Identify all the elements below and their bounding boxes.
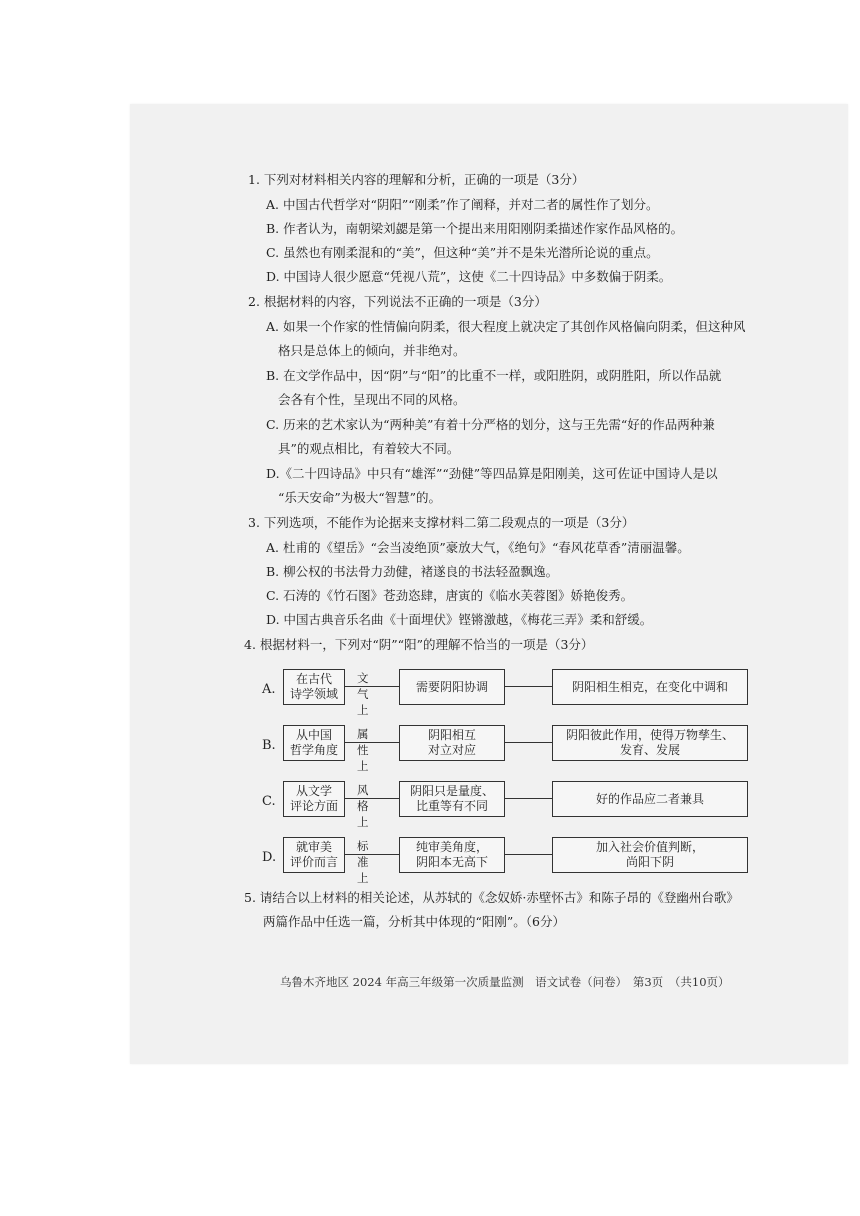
right-box: 阴阳相生相克，在变化中调和: [552, 669, 748, 705]
left-box: 从中国 哲学角度: [283, 725, 345, 761]
question-5-stem-line1: 5. 请结合以上材料的相关论述，从苏轼的《念奴娇·赤壁怀古》和陈子昂的《登幽州台歌》: [244, 890, 739, 905]
q3-option-b: B. 柳公权的书法骨力劲健，褚遂良的书法轻盈飘逸。: [266, 564, 559, 579]
connector-line: [344, 798, 399, 799]
q1-option-b: B. 作者认为，南朝梁刘勰是第一个提出来用阳刚阴柔描述作家作品风格的。: [266, 221, 684, 236]
relation-label: 属性上: [357, 727, 369, 773]
q2-option-c-line2: 具”的观点相比，有着较大不同。: [278, 441, 460, 456]
page-footer: 乌鲁木齐地区 2024 年高三年级第一次质量监测 语文试卷（问卷） 第3页 （共10页）: [280, 975, 730, 989]
connector-line: [504, 798, 552, 799]
q2-option-a-line1: A. 如果一个作家的性情偏向阴柔，很大程度上就决定了其创作风格偏向阴柔，但这种风: [266, 319, 746, 334]
middle-box: 阴阳相互 对立对应: [399, 725, 505, 761]
connector-line: [504, 854, 552, 855]
q2-option-b-line1: B. 在文学作品中，因“阴”与“阳”的比重不一样，或阳胜阴，或阴胜阳，所以作品就: [266, 368, 722, 383]
middle-box: 纯审美角度， 阴阳本无高下: [399, 837, 505, 873]
connector-line: [344, 742, 399, 743]
connector-line: [504, 742, 552, 743]
question-2-stem: 2. 根据材料的内容，下列说法不正确的一项是（3分）: [248, 294, 547, 309]
question-4-stem: 4. 根据材料一，下列对“阴”“阳”的理解不恰当的一项是（3分）: [244, 637, 594, 652]
q1-option-a: A. 中国古代哲学对“阴阳”“刚柔”作了阐释，并对二者的属性作了划分。: [266, 197, 659, 212]
right-box: 阴阳彼此作用，使得万物孳生、 发育、发展: [552, 725, 748, 761]
q2-option-b-line2: 会各有个性，呈现出不同的风格。: [278, 392, 466, 407]
q2-option-d-line2: “乐天安命”为极大“智慧”的。: [278, 490, 442, 505]
q2-option-c-line1: C. 历来的艺术家认为“两种美”有着十分严格的划分，这与王先需“好的作品两种兼: [266, 417, 715, 432]
q3-option-d: D. 中国古典音乐名曲《十面埋伏》铿锵激越，《梅花三弄》柔和舒缓。: [266, 612, 653, 627]
middle-box: 需要阴阳协调: [399, 669, 505, 705]
middle-box: 阴阳只是量度、 比重等有不同: [399, 781, 505, 817]
q3-option-c: C. 石涛的《竹石图》苍劲恣肆，唐寅的《临水芙蓉图》娇艳俊秀。: [266, 588, 634, 603]
q3-option-a: A. 杜甫的《望岳》“会当凌绝顶”豪放大气，《绝句》“春风花草香”清丽温馨。: [266, 540, 690, 555]
exam-page: [130, 104, 848, 1064]
row-letter: D.: [262, 850, 277, 865]
left-box: 就审美 评价而言: [283, 837, 345, 873]
right-box: 加入社会价值判断， 尚阳下阴: [552, 837, 748, 873]
q4-diagram: [260, 664, 820, 884]
question-1-stem: 1. 下列对材料相关内容的理解和分析，正确的一项是（3分）: [248, 172, 585, 187]
row-letter: B.: [262, 738, 276, 753]
connector-line: [344, 686, 399, 687]
q2-option-a-line2: 格只是总体上的倾向，并非绝对。: [278, 343, 466, 358]
relation-label: 文气上: [357, 671, 369, 717]
question-3-stem: 3. 下列选项，不能作为论据来支撑材料二第二段观点的一项是（3分）: [248, 515, 635, 530]
connector-line: [504, 686, 552, 687]
question-5-stem-line2: 两篇作品中任选一篇，分析其中体现的“阳刚”。（6分）: [263, 914, 565, 929]
right-box: 好的作品应二者兼具: [552, 781, 748, 817]
left-box: 在古代 诗学领域: [283, 669, 345, 705]
q1-option-c: C. 虽然也有刚柔混和的“美”，但这种“美”并不是朱光潜所论说的重点。: [266, 245, 659, 260]
left-box: 从文学 评论方面: [283, 781, 345, 817]
q2-option-d-line1: D.《二十四诗品》中只有“雄浑”“劲健”等四品算是阳刚美，这可佐证中国诗人是以: [266, 466, 718, 481]
relation-label: 标准上: [357, 839, 369, 885]
row-letter: C.: [262, 794, 276, 809]
q1-option-d: D. 中国诗人很少愿意“凭视八荒”，这使《二十四诗品》中多数偏于阴柔。: [266, 269, 672, 284]
connector-line: [344, 854, 399, 855]
relation-label: 风格上: [357, 783, 369, 829]
row-letter: A.: [262, 682, 276, 697]
